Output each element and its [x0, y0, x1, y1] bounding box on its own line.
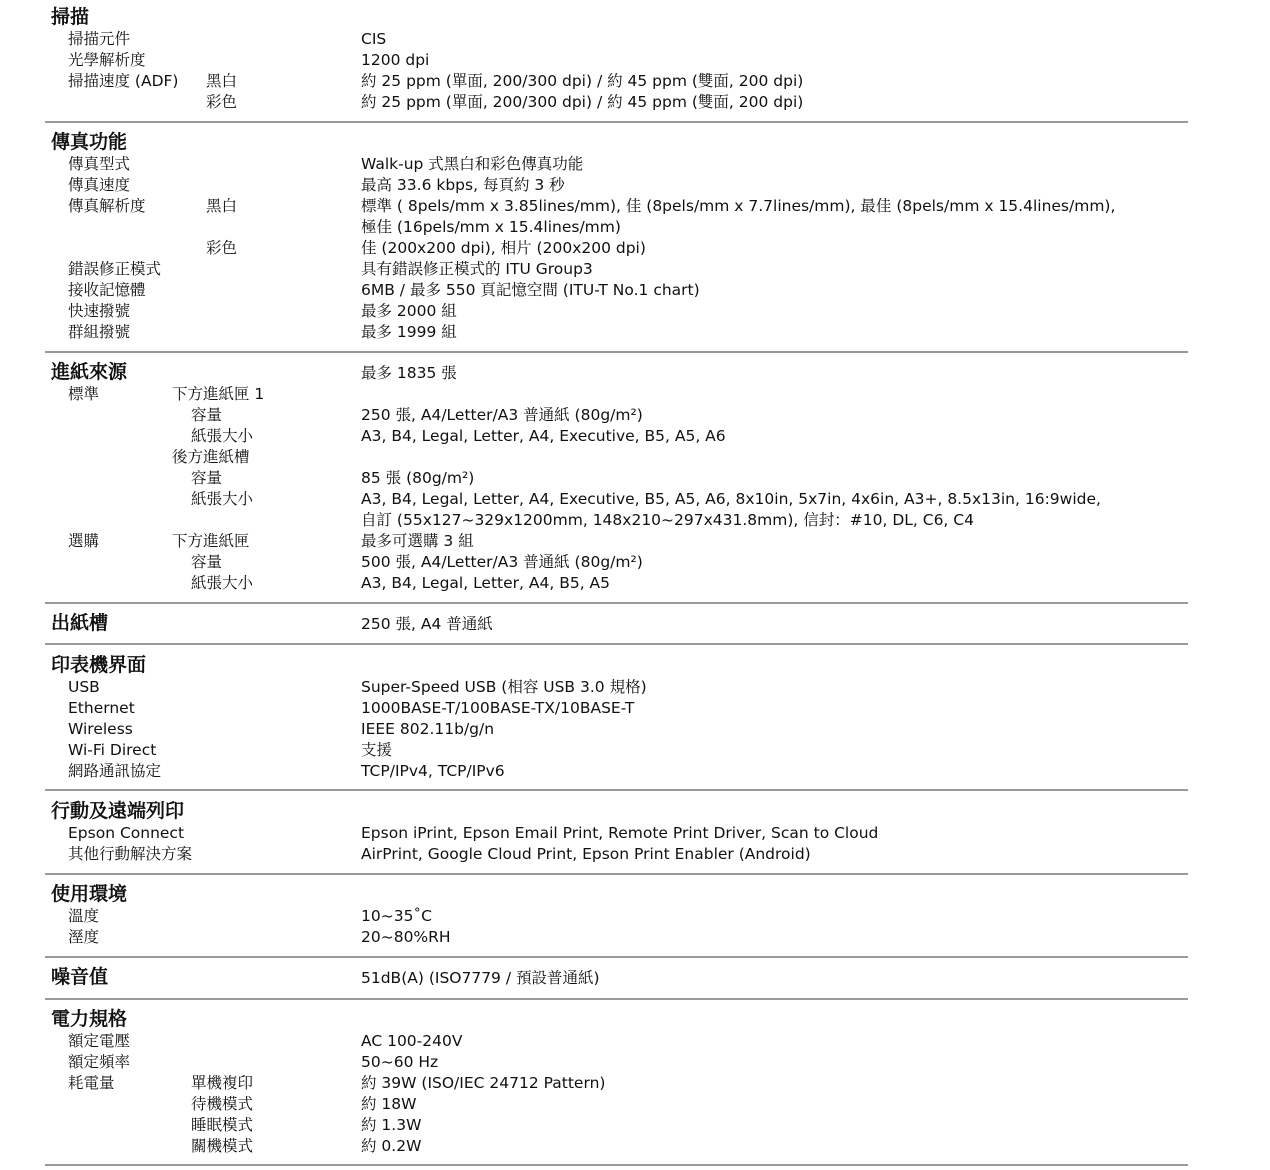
row-value: 500 張, A4/Letter/A3 普通紙 (80g/m²)	[361, 553, 643, 571]
row-label: 額定頻率	[68, 1053, 131, 1071]
row-value: 85 張 (80g/m²)	[361, 469, 475, 487]
row-value: AC 100-240V	[361, 1032, 463, 1050]
row-value: 約 0.2W	[361, 1137, 422, 1155]
sub-label: 後方進紙槽	[172, 448, 250, 466]
row-label: 耗電量	[68, 1074, 115, 1092]
row-label: 標準	[68, 385, 100, 403]
row-label: 傳真型式	[68, 155, 131, 173]
row-value: 最多 1835 張	[361, 364, 457, 382]
row-value: 極佳 (16pels/mm x 15.4lines/mm)	[361, 218, 621, 236]
sub-label: 下方進紙匣 1	[172, 385, 265, 403]
row-value: A3, B4, Legal, Letter, A4, Executive, B5, A5, A6	[361, 427, 726, 445]
row-label: 額定電壓	[68, 1032, 131, 1050]
sub-label: 黑白	[206, 197, 238, 215]
section-title-power: 電力規格	[51, 1008, 128, 1030]
row-label: 錯誤修正模式	[68, 260, 162, 278]
section-title-noise: 噪音值	[51, 966, 109, 988]
row-value: 6MB / 最多 550 頁記憶空間 (ITU-T No.1 chart)	[361, 281, 700, 299]
sub-label: 睡眠模式	[191, 1116, 254, 1134]
row-label: 溫度	[68, 907, 100, 925]
section-title-environment: 使用環境	[51, 883, 128, 905]
sub-label: 紙張大小	[191, 427, 254, 445]
row-value: 最高 33.6 kbps, 每頁約 3 秒	[361, 176, 565, 194]
row-value: 最多 1999 組	[361, 323, 457, 341]
row-label: Wireless	[68, 720, 133, 738]
sub-label: 容量	[191, 406, 223, 424]
row-label: Wi-Fi Direct	[68, 741, 157, 759]
section-divider	[45, 873, 1188, 875]
row-value: 10~35˚C	[361, 907, 433, 925]
section-divider	[45, 121, 1188, 123]
row-value: Epson iPrint, Epson Email Print, Remote Print Driver, Scan to Cloud	[361, 824, 879, 842]
sub-label: 紙張大小	[191, 574, 254, 592]
row-value: 約 1.3W	[361, 1116, 422, 1134]
row-value: Walk-up 式黑白和彩色傳真功能	[361, 155, 584, 173]
row-label: Ethernet	[68, 699, 135, 717]
section-title-interface: 印表機界面	[51, 654, 147, 676]
row-label: 光學解析度	[68, 51, 146, 69]
row-label: 掃描元件	[68, 30, 131, 48]
row-value: 自訂 (55x127~329x1200mm, 148x210~297x431.8mm), 信封：#10, DL, C6, C4	[361, 511, 974, 529]
row-value: 標準 ( 8pels/mm x 3.85lines/mm), 佳 (8pels/mm x 7.7lines/mm), 最佳 (8pels/mm x 15.4lines/mm),	[361, 197, 1116, 215]
row-value: Super-Speed USB (相容 USB 3.0 規格)	[361, 678, 647, 696]
row-label: 群組撥號	[68, 323, 131, 341]
row-value: 約 25 ppm (單面, 200/300 dpi) / 約 45 ppm (雙面, 200 dpi)	[361, 72, 804, 90]
sub-label: 關機模式	[191, 1137, 254, 1155]
section-divider	[45, 1164, 1188, 1166]
row-value: 250 張, A4/Letter/A3 普通紙 (80g/m²)	[361, 406, 643, 424]
sub-label: 單機複印	[191, 1074, 254, 1092]
row-label: 接收記憶體	[68, 281, 146, 299]
row-label: 網路通訊協定	[68, 762, 162, 780]
sub-label: 容量	[191, 553, 223, 571]
row-value: 約 25 ppm (單面, 200/300 dpi) / 約 45 ppm (雙面, 200 dpi)	[361, 93, 804, 111]
section-divider	[45, 602, 1188, 604]
row-value: IEEE 802.11b/g/n	[361, 720, 495, 738]
row-label: 傳真速度	[68, 176, 131, 194]
row-value: 佳 (200x200 dpi), 相片 (200x200 dpi)	[361, 239, 646, 257]
row-value: A3, B4, Legal, Letter, A4, B5, A5	[361, 574, 611, 592]
row-label: USB	[68, 678, 100, 696]
sub-label: 容量	[191, 469, 223, 487]
sub-label: 彩色	[206, 93, 238, 111]
section-divider	[45, 643, 1188, 645]
row-label: Epson Connect	[68, 824, 185, 842]
row-value: 1200 dpi	[361, 51, 430, 69]
row-value: 50~60 Hz	[361, 1053, 439, 1071]
row-value: 支援	[361, 741, 393, 759]
row-value: 具有錯誤修正模式的 ITU Group3	[361, 260, 593, 278]
row-value: TCP/IPv4, TCP/IPv6	[361, 762, 505, 780]
row-label: 其他行動解決方案	[68, 845, 193, 863]
row-label: 掃描速度 (ADF)	[68, 72, 179, 90]
section-divider	[45, 956, 1188, 958]
section-title-scan: 掃描	[51, 6, 90, 28]
row-value: 約 18W	[361, 1095, 417, 1113]
row-label: 選購	[68, 532, 100, 550]
section-title-paper: 進紙來源	[51, 361, 128, 383]
section-divider	[45, 789, 1188, 791]
section-divider	[45, 998, 1188, 1000]
row-value: 約 39W (ISO/IEC 24712 Pattern)	[361, 1074, 606, 1092]
row-value: CIS	[361, 30, 387, 48]
row-value: AirPrint, Google Cloud Print, Epson Print Enabler (Android)	[361, 845, 811, 863]
section-title-mobile: 行動及遠端列印	[51, 800, 185, 822]
row-label: 溼度	[68, 928, 100, 946]
section-title-fax: 傳真功能	[51, 131, 128, 153]
row-value: 1000BASE-T/100BASE-TX/10BASE-T	[361, 699, 635, 717]
row-label: 快速撥號	[68, 302, 131, 320]
sub-label: 下方進紙匣	[172, 532, 250, 550]
section-divider	[45, 351, 1188, 353]
row-value: 20~80%RH	[361, 928, 451, 946]
section-title-output: 出紙槽	[51, 612, 109, 634]
row-value: 51dB(A) (ISO7779 / 預設普通紙)	[361, 969, 600, 987]
sub-label: 待機模式	[191, 1095, 254, 1113]
sub-label: 紙張大小	[191, 490, 254, 508]
row-value: 250 張, A4 普通紙	[361, 615, 493, 633]
sub-label: 黑白	[206, 72, 238, 90]
sub-label: 彩色	[206, 239, 238, 257]
row-value: 最多 2000 組	[361, 302, 457, 320]
row-value: A3, B4, Legal, Letter, A4, Executive, B5, A5, A6, 8x10in, 5x7in, 4x6in, A3+, 8.5x13in, 16:9wide,	[361, 490, 1101, 508]
row-value: 最多可選購 3 組	[361, 532, 474, 550]
row-label: 傳真解析度	[68, 197, 146, 215]
